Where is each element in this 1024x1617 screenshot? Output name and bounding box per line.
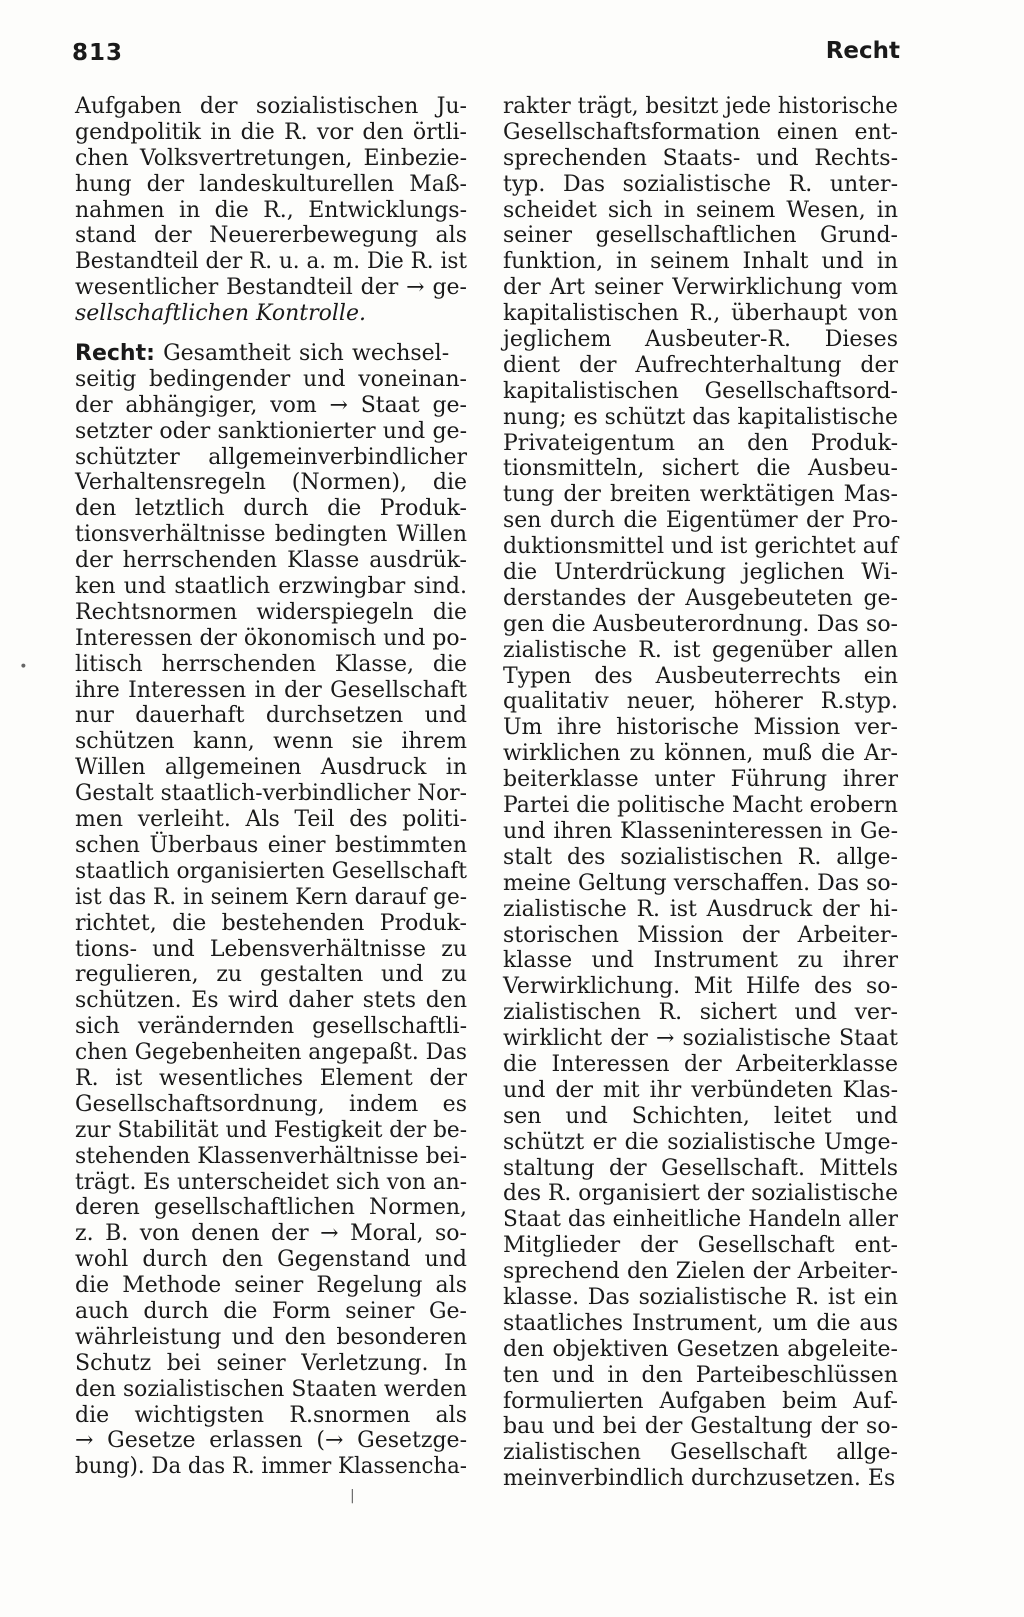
text-line: währleistung und den besonderen	[75, 1324, 467, 1350]
text-line: den letztlich durch die Produk-	[75, 496, 467, 522]
text-line: Mitglieder der Gesellschaft ent-	[503, 1233, 898, 1259]
text-line: schützter allgemeinverbindlicher	[75, 444, 467, 470]
text-line: bung). Da das R. immer Klassencha-	[75, 1454, 467, 1480]
text-line: scheidet sich in seinem Wesen, in	[503, 197, 898, 223]
text-line: sen durch die Eigentümer der Pro-	[503, 508, 898, 534]
text-line: Gestalt staatlich-verbindlicher Nor-	[75, 781, 467, 807]
text-line: Partei die politische Macht erobern	[503, 793, 898, 819]
text-line: schützen kann, wenn sie ihrem	[75, 729, 467, 755]
scan-speck: ∙	[19, 658, 28, 674]
text-line: regulieren, zu gestalten und zu	[75, 962, 467, 988]
text-line: R. ist wesentliches Element der	[75, 1065, 467, 1091]
text-line: Rechtsnormen widerspiegeln die	[75, 599, 467, 625]
text-line: Aufgaben der sozialistischen Ju-	[75, 94, 467, 119]
cross-reference: sellschaftlichen Kontrolle.	[75, 301, 366, 327]
text-line: die Methode seiner Regelung als	[75, 1273, 467, 1299]
text-line: seiner gesellschaftlichen Grund-	[503, 223, 898, 249]
entry-body-continued	[503, 94, 898, 1492]
text-line: Gesellschaftsordnung, indem es	[75, 1091, 467, 1117]
text-line: zur Stabilität und Festigkeit der be-	[75, 1117, 467, 1143]
entry-first-line-text: Gesamtheit sich wechsel-	[163, 341, 450, 367]
text-line: nung; es schützt das kapitalistische	[503, 404, 898, 430]
text-line: wirklichen zu können, muß die Ar-	[503, 741, 898, 767]
text-line: staatliches Instrument, um die aus	[503, 1310, 898, 1336]
text-line: Privateigentum an den Produk-	[503, 430, 898, 456]
text-line: funktion, in seinem Inhalt und in	[503, 249, 898, 275]
text-line: sprechend den Zielen der Arbeiter-	[503, 1259, 898, 1285]
text-line: der abhängiger, vom → Staat ge-	[75, 392, 467, 418]
text-line: schen Überbaus einer bestimmten	[75, 832, 467, 858]
text-line: sich verändernden gesellschaftli-	[75, 1014, 467, 1040]
text-line: staatlich organisierten Gesellschaft	[75, 858, 467, 884]
text-line: auch durch die Form seiner Ge-	[75, 1298, 467, 1324]
text-line: gendpolitik in die R. vor den örtli-	[75, 119, 467, 145]
text-line: und ihren Klasseninteressen in Ge-	[503, 818, 898, 844]
text-line: stand der Neuererbewegung als	[75, 223, 467, 249]
text-line: gen die Ausbeuterordnung. Das so-	[503, 611, 898, 637]
text-line: z. B. von denen der → Moral, so-	[75, 1221, 467, 1247]
text-line: der Art seiner Verwirklichung vom	[503, 275, 898, 301]
text-line: dient der Aufrechterhaltung der	[503, 352, 898, 378]
text-line: storischen Mission der Arbeiter-	[503, 922, 898, 948]
text-line: und der mit ihr verbündeten Klas-	[503, 1077, 898, 1103]
text-line: sprechenden Staats- und Rechts-	[503, 145, 898, 171]
text-line: wirklicht der → sozialistische Staat	[503, 1026, 898, 1052]
text-line: Interessen der ökonomisch und po-	[75, 625, 467, 651]
text-line: ihre Interessen in der Gesellschaft	[75, 677, 467, 703]
text-line: tung der breiten werktätigen Mas-	[503, 482, 898, 508]
text-line: des R. organisiert der sozialistische	[503, 1181, 898, 1207]
text-line: kapitalistischen R., überhaupt von	[503, 301, 898, 327]
text-line: Typen des Ausbeuterrechts ein	[503, 663, 898, 689]
text-line: trägt. Es unterscheidet sich von an-	[75, 1169, 467, 1195]
text-line: derstandes der Ausgebeuteten ge-	[503, 585, 898, 611]
text-line: meinverbindlich durchzusetzen. Es	[503, 1466, 896, 1492]
headword: Recht:	[75, 341, 155, 367]
text-line: schützen. Es wird daher stets den	[75, 988, 467, 1014]
text-line: zialistische R. ist Ausdruck der hi-	[503, 896, 898, 922]
text-line: zialistische R. ist gegenüber allen	[503, 637, 898, 663]
text-line: klasse. Das sozialistische R. ist ein	[503, 1284, 898, 1310]
text-line: bau und bei der Gestaltung der so-	[503, 1414, 898, 1440]
text-line: Schutz bei seiner Verletzung. In	[75, 1350, 467, 1376]
text-line: klasse und Instrument zu ihrer	[503, 948, 898, 974]
text-line: Bestandteil der R. u. a. m. Die R. ist	[75, 249, 467, 275]
text-line: stehenden Klassenverhältnisse bei-	[75, 1143, 467, 1169]
text-line: staltung der Gesellschaft. Mittels	[503, 1155, 898, 1181]
text-line: ken und staatlich erzwingbar sind.	[75, 574, 467, 600]
text-line: rakter trägt, besitzt jede historische	[503, 94, 898, 119]
text-line: Staat das einheitliche Handeln aller	[503, 1207, 898, 1233]
text-line: qualitativ neuer, höherer R.styp.	[503, 689, 898, 715]
text-line: die Interessen der Arbeiterklasse	[503, 1051, 898, 1077]
text-line: chen Gegebenheiten angepaßt. Das	[75, 1040, 467, 1066]
text-line: jeglichem Ausbeuter-R. Dieses	[503, 327, 898, 353]
entry-first-line	[75, 341, 467, 367]
text-line: zialistischen Gesellschaft allge-	[503, 1440, 898, 1466]
text-line: Verwirklichung. Mit Hilfe des so-	[503, 974, 898, 1000]
text-line: zialistischen R. sichert und ver-	[503, 1000, 898, 1026]
text-line: tions- und Lebensverhältnisse zu	[75, 936, 467, 962]
text-line: den objektiven Gesetzen abgeleite-	[503, 1336, 898, 1362]
text-line: sen und Schichten, leitet und	[503, 1103, 898, 1129]
text-line: Um ihre historische Mission ver-	[503, 715, 898, 741]
page-number: 813	[72, 40, 124, 66]
running-head: Recht	[825, 38, 900, 64]
text-line: Verhaltensregeln (Normen), die	[75, 470, 467, 496]
previous-entry-continuation	[75, 94, 467, 301]
text-line: nahmen in die R., Entwicklungs-	[75, 197, 467, 223]
entry-body	[75, 367, 467, 1480]
text-line: richtet, die bestehenden Produk-	[75, 910, 467, 936]
scan-speck: |	[350, 1488, 355, 1504]
text-line: → Gesetze erlassen (→ Gesetzge-	[75, 1428, 467, 1454]
text-line: den sozialistischen Staaten werden	[75, 1376, 467, 1402]
text-line: nur dauerhaft durchsetzen und	[75, 703, 467, 729]
left-column	[75, 94, 467, 1480]
text-line: ten und in den Parteibeschlüssen	[503, 1362, 898, 1388]
previous-entry-last-line	[75, 301, 467, 327]
text-line: der herrschenden Klasse ausdrük-	[75, 548, 467, 574]
text-line: deren gesellschaftlichen Normen,	[75, 1195, 467, 1221]
text-line: Gesellschaftsformation einen ent-	[503, 119, 898, 145]
text-line: chen Volksvertretungen, Einbezie-	[75, 145, 467, 171]
text-line: beiterklasse unter Führung ihrer	[503, 767, 898, 793]
text-line: setzter oder sanktionierter und ge-	[75, 418, 467, 444]
text-line: meine Geltung verschaffen. Das so-	[503, 870, 898, 896]
right-column	[503, 94, 898, 1492]
text-line: litisch herrschenden Klasse, die	[75, 651, 467, 677]
text-line: ist das R. in seinem Kern darauf ge-	[75, 884, 467, 910]
text-line: schützt er die sozialistische Umge-	[503, 1129, 898, 1155]
text-line: wesentlicher Bestandteil der → ge-	[75, 275, 467, 301]
text-line: tionsverhältnisse bedingten Willen	[75, 522, 467, 548]
text-line: die Unterdrückung jeglichen Wi-	[503, 560, 898, 586]
text-line: die wichtigsten R.snormen als	[75, 1402, 467, 1428]
text-line: stalt des sozialistischen R. allge-	[503, 844, 898, 870]
text-line: duktionsmittel und ist gerichtet auf	[503, 534, 898, 560]
text-line: formulierten Aufgaben beim Auf-	[503, 1388, 898, 1414]
text-line: wohl durch den Gegenstand und	[75, 1247, 467, 1273]
text-line: seitig bedingender und voneinan-	[75, 366, 467, 392]
text-line: typ. Das sozialistische R. unter-	[503, 171, 898, 197]
text-line: men verleiht. Als Teil des politi-	[75, 807, 467, 833]
text-line: tionsmitteln, sichert die Ausbeu-	[503, 456, 898, 482]
text-line: Willen allgemeinen Ausdruck in	[75, 755, 467, 781]
text-line: kapitalistischen Gesellschaftsord-	[503, 378, 898, 404]
text-line: hung der landeskulturellen Maß-	[75, 171, 467, 197]
